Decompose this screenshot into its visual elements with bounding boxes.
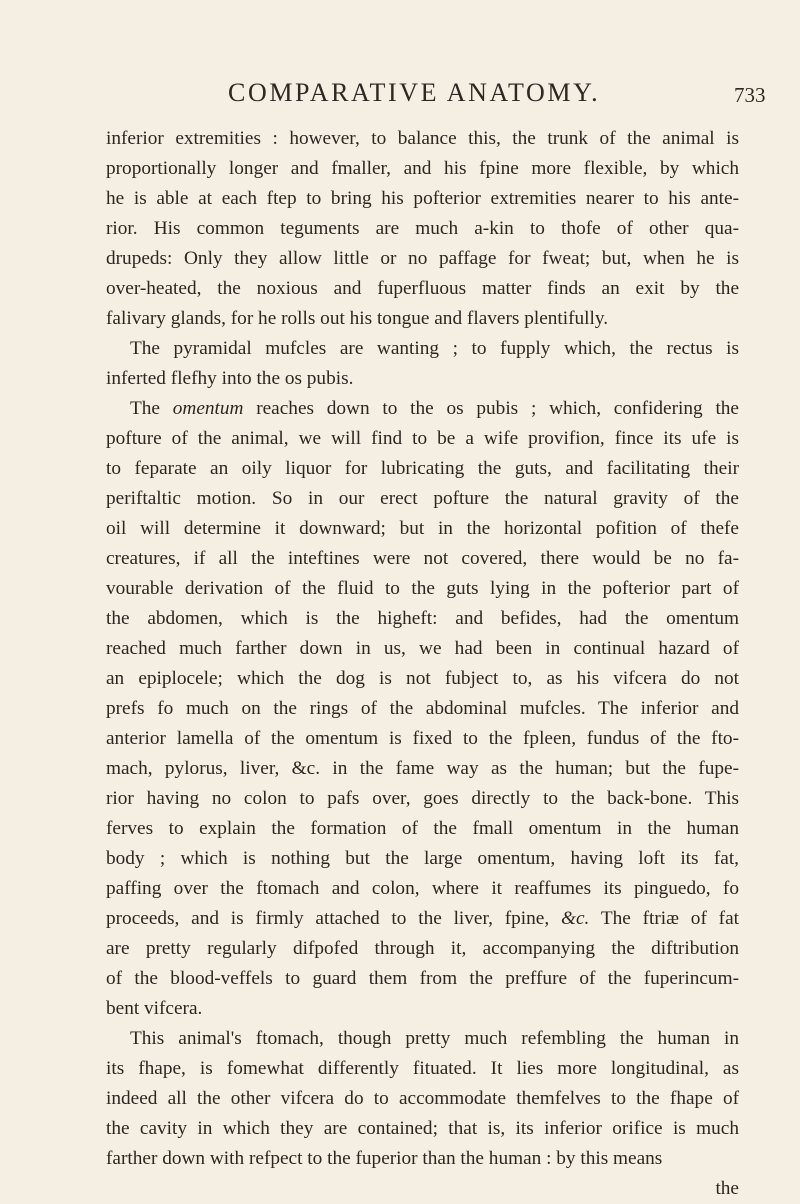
text-line: over-heated, the noxious and fuperfluous matter finds an exit by the xyxy=(106,278,739,299)
text-line: proportionally longer and fmaller, and his fpine more flexible, by which xyxy=(106,158,739,179)
text-line: anterior lamella of the omentum is fixed to the fpleen, fundus of the fto- xyxy=(106,728,739,749)
text-line: drupeds: Only they allow little or no paffage for fweat; but, when he is xyxy=(106,248,739,269)
text-line: pofture of the animal, we will find to be a wife provifion, fince its ufe is xyxy=(106,428,739,449)
text-line: periftaltic motion. So in our erect pofture the natural gravity of the xyxy=(106,488,739,509)
text-line: body ; which is nothing but the large omentum, having loft its fat, xyxy=(106,848,739,869)
text-line: bent vifcera. xyxy=(106,998,203,1019)
text-line: an epiplocele; which the dog is not fubject to, as his vifcera do not xyxy=(106,668,739,689)
text-line: its fhape, is fomewhat differently fituated. It lies more longitudinal, as xyxy=(106,1058,739,1079)
text-line: the abdomen, which is the higheft: and befides, had the omentum xyxy=(106,608,739,629)
page-number: 733 xyxy=(734,83,766,107)
running-head xyxy=(0,78,800,114)
text-line: creatures, if all the inteftines were not covered, there would be no fa- xyxy=(106,548,739,569)
paragraph xyxy=(106,124,739,334)
text-line: paffing over the ftomach and colon, where it reaffumes its pinguedo, fo xyxy=(106,878,739,899)
text-line: The omentum reaches down to the os pubis ; which, confidering the xyxy=(130,398,739,419)
text-line: prefs fo much on the rings of the abdominal mufcles. The inferior and xyxy=(106,698,739,719)
text-line: of the blood-veffels to guard them from the preffure of the fuperincum- xyxy=(106,968,739,989)
text-line: This animal's ftomach, though pretty much refembling the human in xyxy=(130,1028,739,1049)
text-line: inferior extremities : however, to balance this, the trunk of the animal is xyxy=(106,128,739,149)
text-line: proceeds, and is firmly attached to the liver, fpine, &c. The ftriæ of fat xyxy=(106,908,739,929)
text-line: falivary glands, for he rolls out his tongue and flavers plentifully. xyxy=(106,308,609,329)
text-line: to feparate an oily liquor for lubricating the guts, and facilitating their xyxy=(106,458,739,479)
body-text xyxy=(106,124,739,1204)
text-line: reached much farther down in us, we had been in continual hazard of xyxy=(106,638,739,659)
text-line: farther down with refpect to the fuperior than the human : by this means xyxy=(106,1148,663,1169)
running-title: COMPARATIVE ANATOMY. xyxy=(228,78,601,107)
text-line: inferted flefhy into the os pubis. xyxy=(106,368,354,389)
text-line: oil will determine it downward; but in the horizontal pofition of thefe xyxy=(106,518,739,539)
text-line: rior having no colon to pafs over, goes directly to the back-bone. This xyxy=(106,788,739,809)
catchword: the xyxy=(715,1178,739,1199)
text-line: indeed all the other vifcera do to accommodate themfelves to the fhape of xyxy=(106,1088,739,1109)
text-line: ferves to explain the formation of the fmall omentum in the human xyxy=(106,818,739,839)
text-line: mach, pylorus, liver, &c. in the fame way as the human; but the fupe- xyxy=(106,758,739,779)
text-line: rior. His common teguments are much a-kin to thofe of other qua- xyxy=(106,218,739,239)
paragraph xyxy=(106,1024,739,1174)
text-line: are pretty regularly difpofed through it, accompanying the diftribution xyxy=(106,938,739,959)
text-line: the cavity in which they are contained; that is, its inferior orifice is much xyxy=(106,1118,739,1139)
text-line: he is able at each ftep to bring his pofterior extremities nearer to his ante- xyxy=(106,188,739,209)
paragraph xyxy=(106,394,739,1024)
text-line: vourable derivation of the fluid to the guts lying in the pofterior part of xyxy=(106,578,739,599)
text-line: The pyramidal mufcles are wanting ; to fupply which, the rectus is xyxy=(130,338,739,359)
paragraph xyxy=(106,334,739,394)
